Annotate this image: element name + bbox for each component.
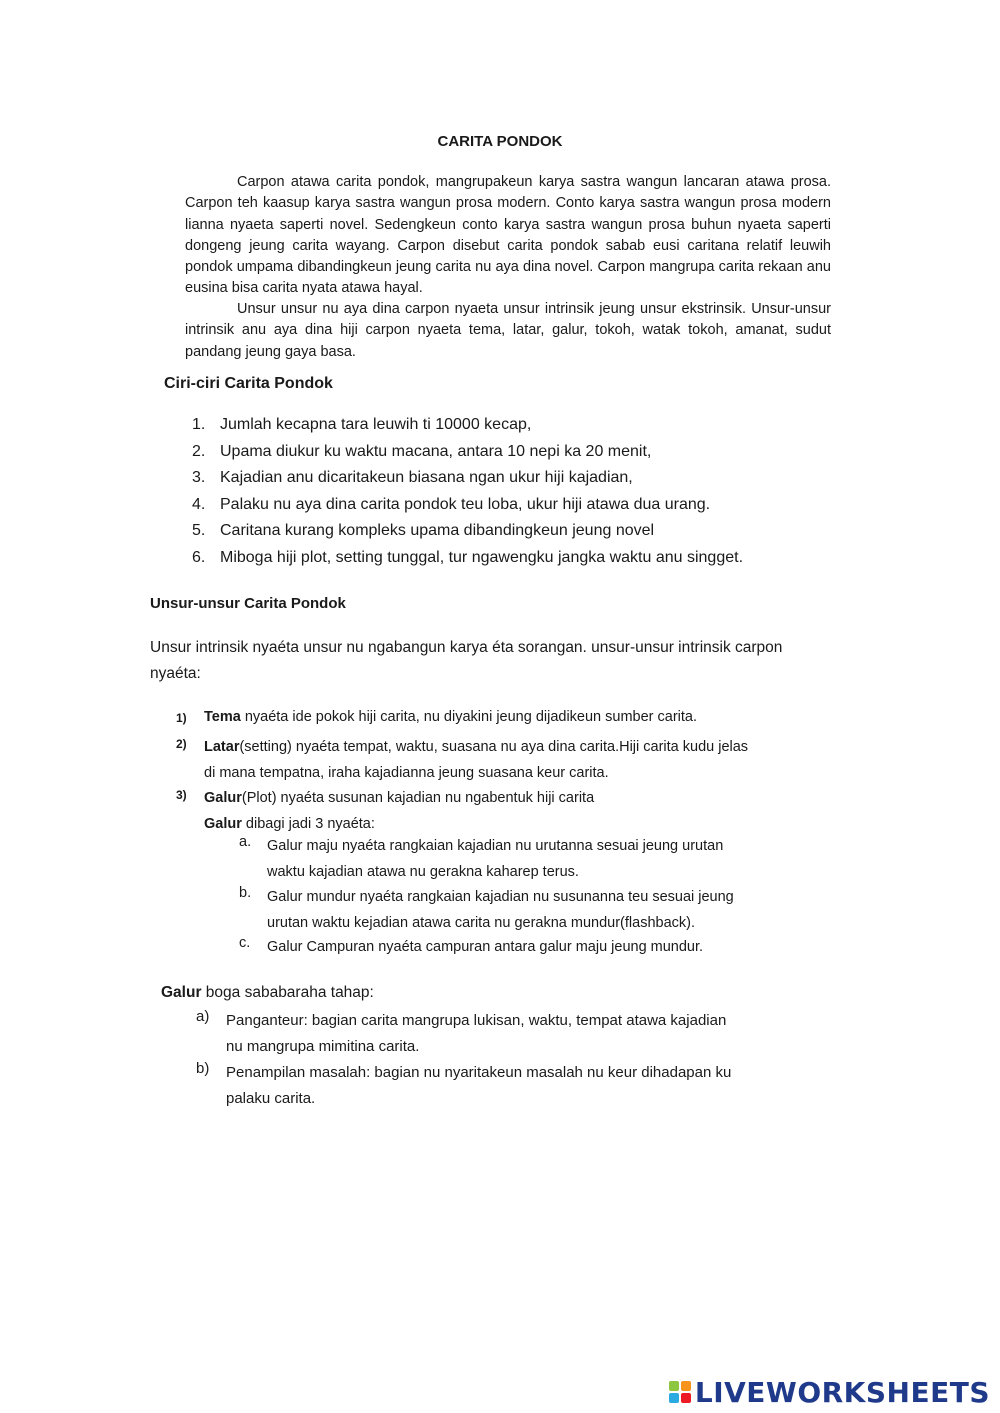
tahap-item-text: palaku carita. <box>226 1089 316 1107</box>
intro-paragraph-1-text: Carpon atawa carita pondok, mangrupakeun karya sastra wangun lancaran atawa prosa. Carpon teh kaasup karya sastra wangun prosa modern. Conto karya sastra wangun prosa modern lianna nyaeta saperti novel. Sedengkeun conto karya sastra wangun prosa buhun nyaeta saperti dongeng jeung carita wayang. Carpon disebut carita pondok sabab eusi caritana relatif leuwih pondok umpama dibandingkeun jeung carita nu aya dina novel. Carpon mangrupa carita rekaan anu eusina bisa carita nyata atawa hayal. <box>185 174 831 297</box>
list-number: 1. <box>192 416 206 433</box>
tahap-item-text: nu mangrupa mimitina carita. <box>226 1037 420 1055</box>
term-bold: Galur <box>204 790 242 806</box>
liveworksheets-logo <box>669 1377 990 1407</box>
list-number: 1) <box>176 711 187 725</box>
list-item <box>192 469 633 487</box>
list-item <box>192 443 651 461</box>
intro-paragraph-2 <box>185 299 831 363</box>
list-item-text: Miboga hiji plot, setting tunggal, tur ngawengku jangka waktu anu singget. <box>220 548 744 566</box>
list-letter: a. <box>239 834 252 850</box>
galur-type-text: urutan waktu kejadian atawa carita nu gerakna mundur(flashback). <box>267 914 695 931</box>
tahap-item-panganteur <box>196 1008 727 1059</box>
unsur-item-galur <box>176 786 595 837</box>
list-item-text: Jumlah kecapna tara leuwih ti 10000 kecap, <box>220 416 532 433</box>
unsur-item-tema <box>176 709 698 725</box>
galur-type-text: Galur Campuran nyaéta campuran antara galur maju jeung mundur. <box>267 939 704 955</box>
logo-text: LIVEWORKSHEETS <box>694 1375 990 1409</box>
tahap-item-text: Penampilan masalah: bagian nu nyaritakeun masalah nu keur dihadapan ku <box>226 1064 732 1081</box>
list-number: 5. <box>192 522 206 539</box>
liveworksheets-icon <box>669 1381 691 1403</box>
term-bold: Galur <box>204 815 242 832</box>
galur-type-campuran <box>239 935 704 961</box>
list-letter: c. <box>239 935 251 951</box>
list-item <box>192 522 654 540</box>
term-definition: nyaéta ide pokok hiji carita, nu diyakini jeung dijadikeun sumber carita. <box>240 709 698 725</box>
list-number: 2. <box>192 442 206 460</box>
term-definition-cont: di mana tempatna, iraha kajadianna jeung suasana keur carita. <box>204 764 609 781</box>
term-definition: (setting) nyaéta tempat, waktu, suasana nu aya dina carita.Hiji carita kudu jelas <box>239 739 749 755</box>
unsur-heading: Unsur-unsur Carita Pondok <box>150 595 346 612</box>
galur-type-maju <box>239 834 724 885</box>
galur-type-text: Galur maju nyaéta rangkaian kajadian nu urutanna sesuai jeung urutan <box>267 838 724 854</box>
list-letter: b) <box>196 1060 210 1077</box>
intro-paragraph-1 <box>185 172 831 300</box>
list-number: 3) <box>176 788 187 802</box>
list-item <box>192 496 710 514</box>
unsur-item-latar <box>176 735 749 786</box>
list-number: 4. <box>192 495 206 513</box>
intro-paragraph-2-text: Unsur unsur nu aya dina carpon nyaeta unsur intrinsik jeung unsur ekstrinsik. Unsur-unsur intrinsik anu aya dina hiji carpon nyaeta tema, latar, galur, tokoh, watak tokoh, amanat, sudut pandang jeung gaya basa. <box>185 301 831 360</box>
list-item-text: Palaku nu aya dina carita pondok teu loba, ukur hiji atawa dua urang. <box>220 495 711 513</box>
tahap-heading <box>161 984 374 1002</box>
term-bold: Latar <box>204 739 240 755</box>
tahap-heading-text: boga sababaraha tahap: <box>201 984 374 1001</box>
list-item <box>192 416 531 434</box>
page-title: CARITA PONDOK <box>437 133 563 150</box>
tahap-item-penampilan <box>196 1060 732 1111</box>
ciri-heading: Ciri-ciri Carita Pondok <box>164 375 333 392</box>
term-definition: (Plot) nyaéta susunan kajadian nu ngabentuk hiji carita <box>241 790 595 806</box>
list-item-text: Upama diukur ku waktu macana, antara 10 nepi ka 20 menit, <box>220 442 652 460</box>
galur-type-text: Galur mundur nyaéta rangkaian kajadian nu susunanna teu sesuai jeung <box>267 889 734 905</box>
term-bold: Tema <box>204 709 241 725</box>
list-number: 3. <box>192 469 206 486</box>
term-bold: Galur <box>161 984 202 1001</box>
list-number: 2) <box>176 737 187 751</box>
list-item-text: Kajadian anu dicaritakeun biasana ngan ukur hiji kajadian, <box>220 469 633 486</box>
tahap-item-text: Panganteur: bagian carita mangrupa lukisan, waktu, tempat atawa kajadian <box>226 1012 727 1029</box>
unsur-intro-line-2: nyaéta: <box>150 664 201 682</box>
list-item <box>192 549 743 567</box>
list-letter: a) <box>196 1008 210 1025</box>
list-letter: b. <box>239 885 252 901</box>
galur-type-mundur <box>239 885 734 936</box>
term-definition: dibagi jadi 3 nyaéta: <box>241 815 375 832</box>
galur-type-text: waktu kajadian atawa nu gerakna kaharep terus. <box>267 863 579 880</box>
unsur-intro-line-1: Unsur intrinsik nyaéta unsur nu ngabangun karya éta sorangan. unsur-unsur intrinsik carpon <box>150 639 783 656</box>
unsur-intro <box>150 635 782 686</box>
list-item-text: Caritana kurang kompleks upama dibandingkeun jeung novel <box>220 522 655 539</box>
list-number: 6. <box>192 548 206 566</box>
